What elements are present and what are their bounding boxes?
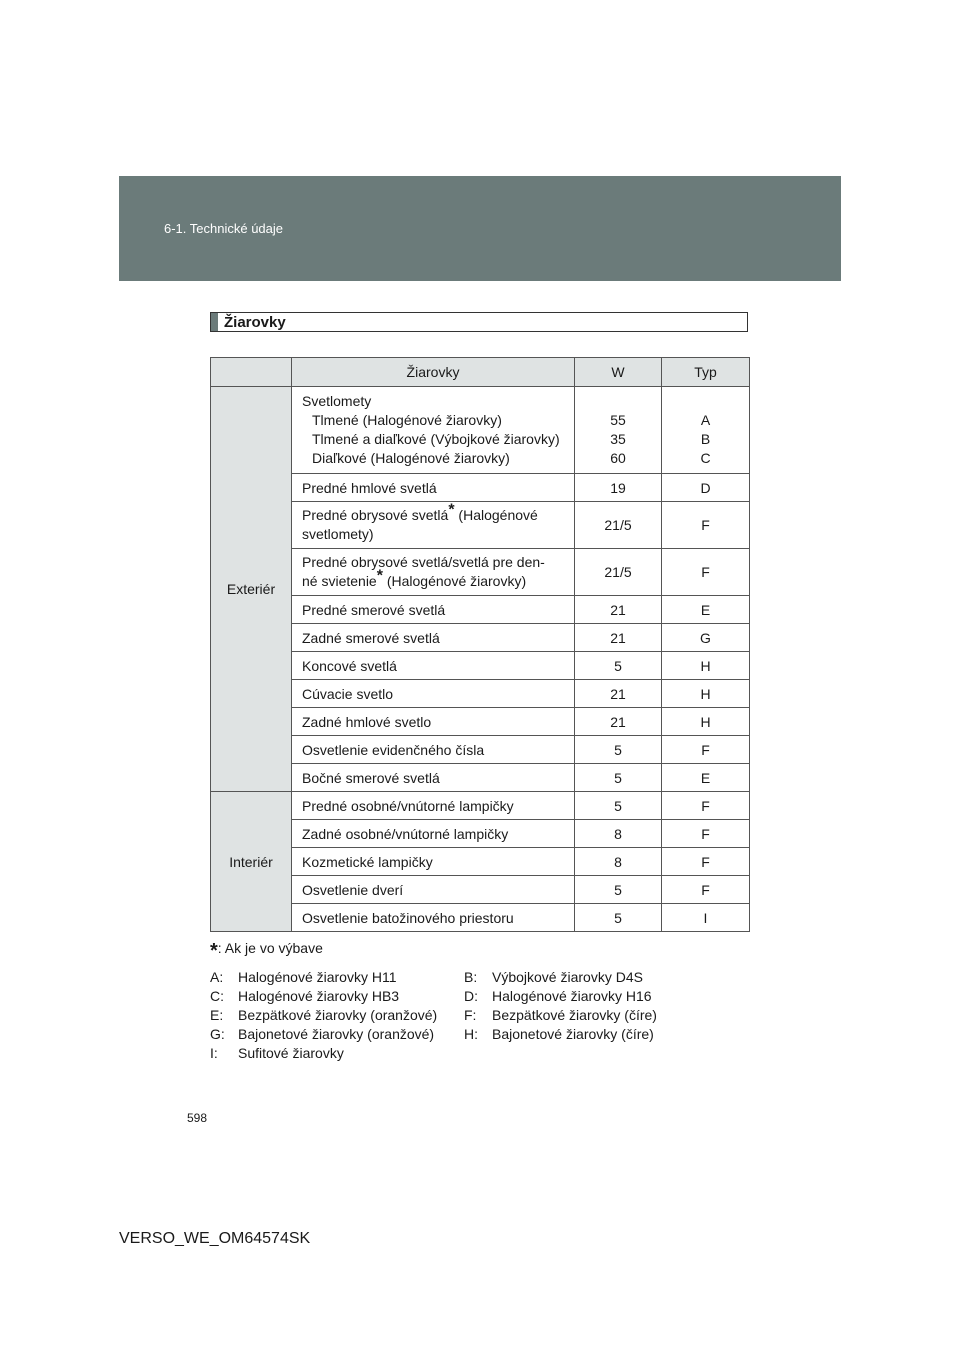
footnote-text: : Ak je vo výbave	[217, 940, 323, 956]
table-row	[211, 876, 750, 904]
type-value: A	[700, 412, 711, 428]
watt-value: 19	[575, 474, 662, 502]
section-title: Žiarovky	[224, 314, 286, 331]
footnote-star: *	[376, 567, 383, 585]
bulbs-table	[210, 357, 750, 932]
legend-key: A:	[210, 969, 224, 985]
table-row	[211, 680, 750, 708]
table-row	[211, 904, 750, 932]
watt-value: 8	[575, 848, 662, 876]
type-value: H	[662, 652, 750, 680]
legend-text: Bezpätkové žiarovky (číre)	[492, 1007, 657, 1023]
bulb-name: Zadné hmlové svetlo	[292, 708, 575, 736]
legend-text: Bajonetové žiarovky (oranžové)	[238, 1026, 435, 1042]
headlights-watt	[575, 387, 662, 474]
type-value: F	[662, 736, 750, 764]
table-row	[211, 549, 750, 596]
bulb-name: Zadné osobné/vnútorné lampičky	[292, 820, 575, 848]
table-row	[211, 736, 750, 764]
headlights-title: Svetlomety	[302, 393, 372, 409]
group-interior: Interiér	[211, 792, 292, 932]
headlight-low-high: Tlmené a diaľkové (Výbojkové žiarovky)	[312, 431, 560, 447]
footnote-star: *	[448, 501, 455, 519]
watt-value: 35	[610, 431, 626, 447]
headlight-high: Diaľkové (Halogénové žiarovky)	[312, 450, 510, 466]
type-value: D	[662, 474, 750, 502]
legend-key: C:	[210, 988, 224, 1004]
bulb-type-legend	[210, 968, 750, 1063]
col-header-watt: W	[575, 358, 662, 387]
watt-value: 5	[575, 652, 662, 680]
legend-row	[210, 987, 750, 1006]
type-value: H	[662, 680, 750, 708]
watt-value: 21/5	[575, 502, 662, 549]
watt-value: 60	[610, 450, 626, 466]
section-title-box	[210, 312, 748, 332]
legend-row	[210, 1025, 750, 1044]
table-row	[211, 596, 750, 624]
legend-text: Bajonetové žiarovky (číre)	[492, 1026, 654, 1042]
type-value: F	[662, 876, 750, 904]
bulb-name	[292, 549, 575, 596]
type-value: F	[662, 502, 750, 549]
watt-value: 21	[575, 680, 662, 708]
legend-text: Sufitové žiarovky	[238, 1045, 344, 1061]
legend-text: Bezpätkové žiarovky (oranžové)	[238, 1007, 438, 1023]
bulb-name-part: Predné obrysové svetlá/svetlá pre den-	[302, 554, 545, 570]
col-header-bulbs: Žiarovky	[292, 358, 575, 387]
footnote-star: *	[210, 940, 218, 962]
page-number: 598	[187, 1111, 208, 1125]
table-row	[211, 708, 750, 736]
document-id: VERSO_WE_OM64574SK	[119, 1230, 311, 1247]
col-header-type: Typ	[662, 358, 750, 387]
bulb-name-part: (Halogénové žiarovky)	[382, 573, 527, 589]
bulb-name: Kozmetické lampičky	[292, 848, 575, 876]
watt-value: 5	[575, 736, 662, 764]
headlight-low: Tlmené (Halogénové žiarovky)	[312, 412, 502, 428]
footnote	[210, 940, 323, 963]
col-header-group	[211, 358, 292, 387]
bulb-name: Koncové svetlá	[292, 652, 575, 680]
watt-value: 21	[575, 624, 662, 652]
type-value: F	[662, 820, 750, 848]
watt-value: 5	[575, 904, 662, 932]
group-exterior: Exteriér	[211, 387, 292, 792]
table-row	[211, 387, 750, 474]
bulb-name-part: svetlomety)	[302, 526, 374, 542]
headlights-cell	[292, 387, 575, 474]
legend-row	[210, 1006, 750, 1025]
bulb-name: Bočné smerové svetlá	[292, 764, 575, 792]
legend-key: F:	[464, 1007, 477, 1023]
bulb-name-part: (Halogénové	[454, 507, 538, 523]
type-value: F	[662, 848, 750, 876]
header-band	[119, 176, 841, 281]
section-breadcrumb: 6-1. Technické údaje	[164, 221, 284, 236]
type-value: F	[662, 792, 750, 820]
watt-value: 21	[575, 708, 662, 736]
legend-key: D:	[464, 988, 478, 1004]
type-value: B	[700, 431, 711, 447]
bulb-name: Predné smerové svetlá	[292, 596, 575, 624]
table-row	[211, 624, 750, 652]
type-value: H	[662, 708, 750, 736]
type-value: C	[700, 450, 711, 466]
watt-value: 21/5	[575, 549, 662, 596]
watt-value: 8	[575, 820, 662, 848]
legend-text: Halogénové žiarovky HB3	[238, 988, 400, 1004]
title-accent-bar	[211, 313, 218, 331]
type-value: E	[662, 764, 750, 792]
legend-text: Halogénové žiarovky H11	[238, 969, 397, 985]
legend-text: Výbojkové žiarovky D4S	[492, 969, 643, 985]
table-row	[211, 792, 750, 820]
watt-value: 5	[575, 792, 662, 820]
bulb-name-part: Predné obrysové svetlá	[302, 507, 449, 523]
bulb-name	[292, 502, 575, 549]
bulb-name: Osvetlenie batožinového priestoru	[292, 904, 575, 932]
legend-key: H:	[464, 1026, 478, 1042]
table-row	[211, 502, 750, 549]
table-row	[211, 820, 750, 848]
bulb-name: Zadné smerové svetlá	[292, 624, 575, 652]
table-row	[211, 848, 750, 876]
headlights-type	[662, 387, 750, 474]
legend-text: Halogénové žiarovky H16	[492, 988, 652, 1004]
bulb-name-part: né svietenie	[302, 573, 377, 589]
table-header-row	[211, 358, 750, 387]
bulb-name: Osvetlenie evidenčného čísla	[292, 736, 575, 764]
type-value: F	[662, 549, 750, 596]
bulb-name: Cúvacie svetlo	[292, 680, 575, 708]
legend-key: G:	[210, 1026, 225, 1042]
legend-row	[210, 1044, 750, 1063]
bulb-name: Predné hmlové svetlá	[292, 474, 575, 502]
watt-value: 55	[610, 412, 626, 428]
type-value: I	[662, 904, 750, 932]
watt-value: 5	[575, 764, 662, 792]
type-value: E	[662, 596, 750, 624]
legend-key: I:	[210, 1045, 218, 1061]
table-row	[211, 652, 750, 680]
watt-value: 5	[575, 876, 662, 904]
table-row	[211, 764, 750, 792]
watt-value: 21	[575, 596, 662, 624]
bulb-name: Predné osobné/vnútorné lampičky	[292, 792, 575, 820]
type-value: G	[662, 624, 750, 652]
bulb-name: Osvetlenie dverí	[292, 876, 575, 904]
legend-key: E:	[210, 1007, 224, 1023]
legend-key: B:	[464, 969, 478, 985]
legend-row	[210, 968, 750, 987]
table-row	[211, 474, 750, 502]
